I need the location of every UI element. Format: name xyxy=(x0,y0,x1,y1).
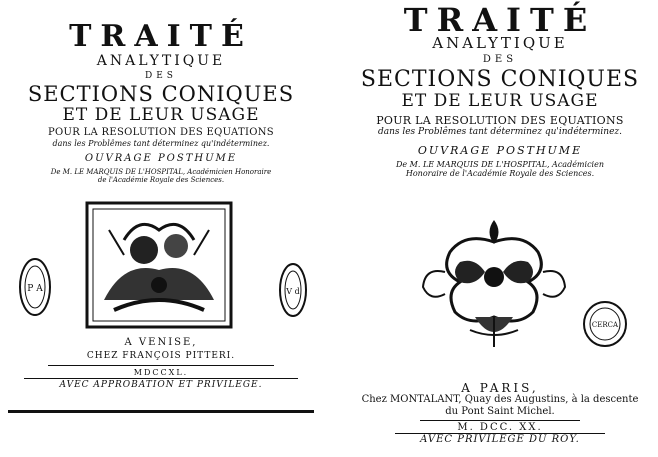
imprint-printer: CHEZ FRANÇOIS PITTERI. xyxy=(86,351,236,361)
title-line-des: DES xyxy=(145,71,177,81)
imprint-privilege: AVEC APPROBATION ET PRIVILEGE. xyxy=(59,380,263,390)
divider-rule xyxy=(48,365,274,366)
title-line-resolution: POUR LA RESOLUTION DES EQUATIONS xyxy=(376,114,624,127)
divider-rule xyxy=(420,420,580,421)
imprint-address: du Pont Saint Michel. xyxy=(445,406,555,417)
library-stamp xyxy=(18,257,52,317)
imprint-printer: Chez MONTALANT, Quay des Augustins, à la descente xyxy=(361,394,639,405)
title-line-sections-coniques: SECTIONS CONIQUES xyxy=(360,67,640,92)
divider-rule xyxy=(24,378,298,379)
title-line-sections-coniques: SECTIONS CONIQUES xyxy=(27,82,295,106)
title-line-ouvrage: OUVRAGE POSTHUME xyxy=(84,153,238,164)
page-bottom-rule xyxy=(8,410,314,413)
imprint-privilege: AVEC PRIVILEGE DU ROY. xyxy=(420,434,580,445)
library-stamp xyxy=(582,300,628,348)
book-title: TRAITÉ xyxy=(69,19,253,54)
title-line-usage: ET DE LEUR USAGE xyxy=(401,91,599,111)
engraved-vignette xyxy=(84,200,234,330)
author-line: De M. LE MARQUIS DE L'HOSPITAL, Académicien Honoraire xyxy=(50,168,272,176)
library-stamp xyxy=(278,262,308,318)
title-page-right xyxy=(350,0,650,457)
imprint-place: A VENISE, xyxy=(124,337,198,348)
title-line-problemes: dans les Problêmes tant déterminez qu'indéterminez. xyxy=(377,127,623,137)
title-page-left xyxy=(8,0,314,457)
title-line-resolution: POUR LA RESOLUTION DES EQUATIONS xyxy=(48,127,274,138)
title-line-ouvrage: OUVRAGE POSTHUME xyxy=(417,144,583,157)
stamp-label: P A xyxy=(27,284,43,294)
imprint-year: M. DCC. XX. xyxy=(457,422,543,433)
title-line-problemes: dans les Problêmes tant déterminez qu'indéterminez. xyxy=(52,139,270,148)
book-title: TRAITÉ xyxy=(403,1,597,39)
title-line-usage: ET DE LEUR USAGE xyxy=(62,105,260,125)
author-affiliation: de l'Académie Royale des Sciences. xyxy=(97,176,225,184)
imprint-place: A PARIS, xyxy=(461,381,539,395)
title-line-analytique: ANALYTIQUE xyxy=(96,53,226,69)
author-line: De M. LE MARQUIS DE L'HOSPITAL, Académicien xyxy=(395,160,605,169)
stamp-label: V d xyxy=(286,287,300,296)
stamp-label: CERCA xyxy=(591,321,619,329)
title-line-des: DES xyxy=(482,54,518,65)
imprint-year: MDCCXL. xyxy=(133,368,189,377)
ornamental-vignette xyxy=(415,212,573,352)
title-line-analytique: ANALYTIQUE xyxy=(432,34,568,52)
author-affiliation: Honoraire de l'Académie Royale des Sciences. xyxy=(405,169,595,178)
